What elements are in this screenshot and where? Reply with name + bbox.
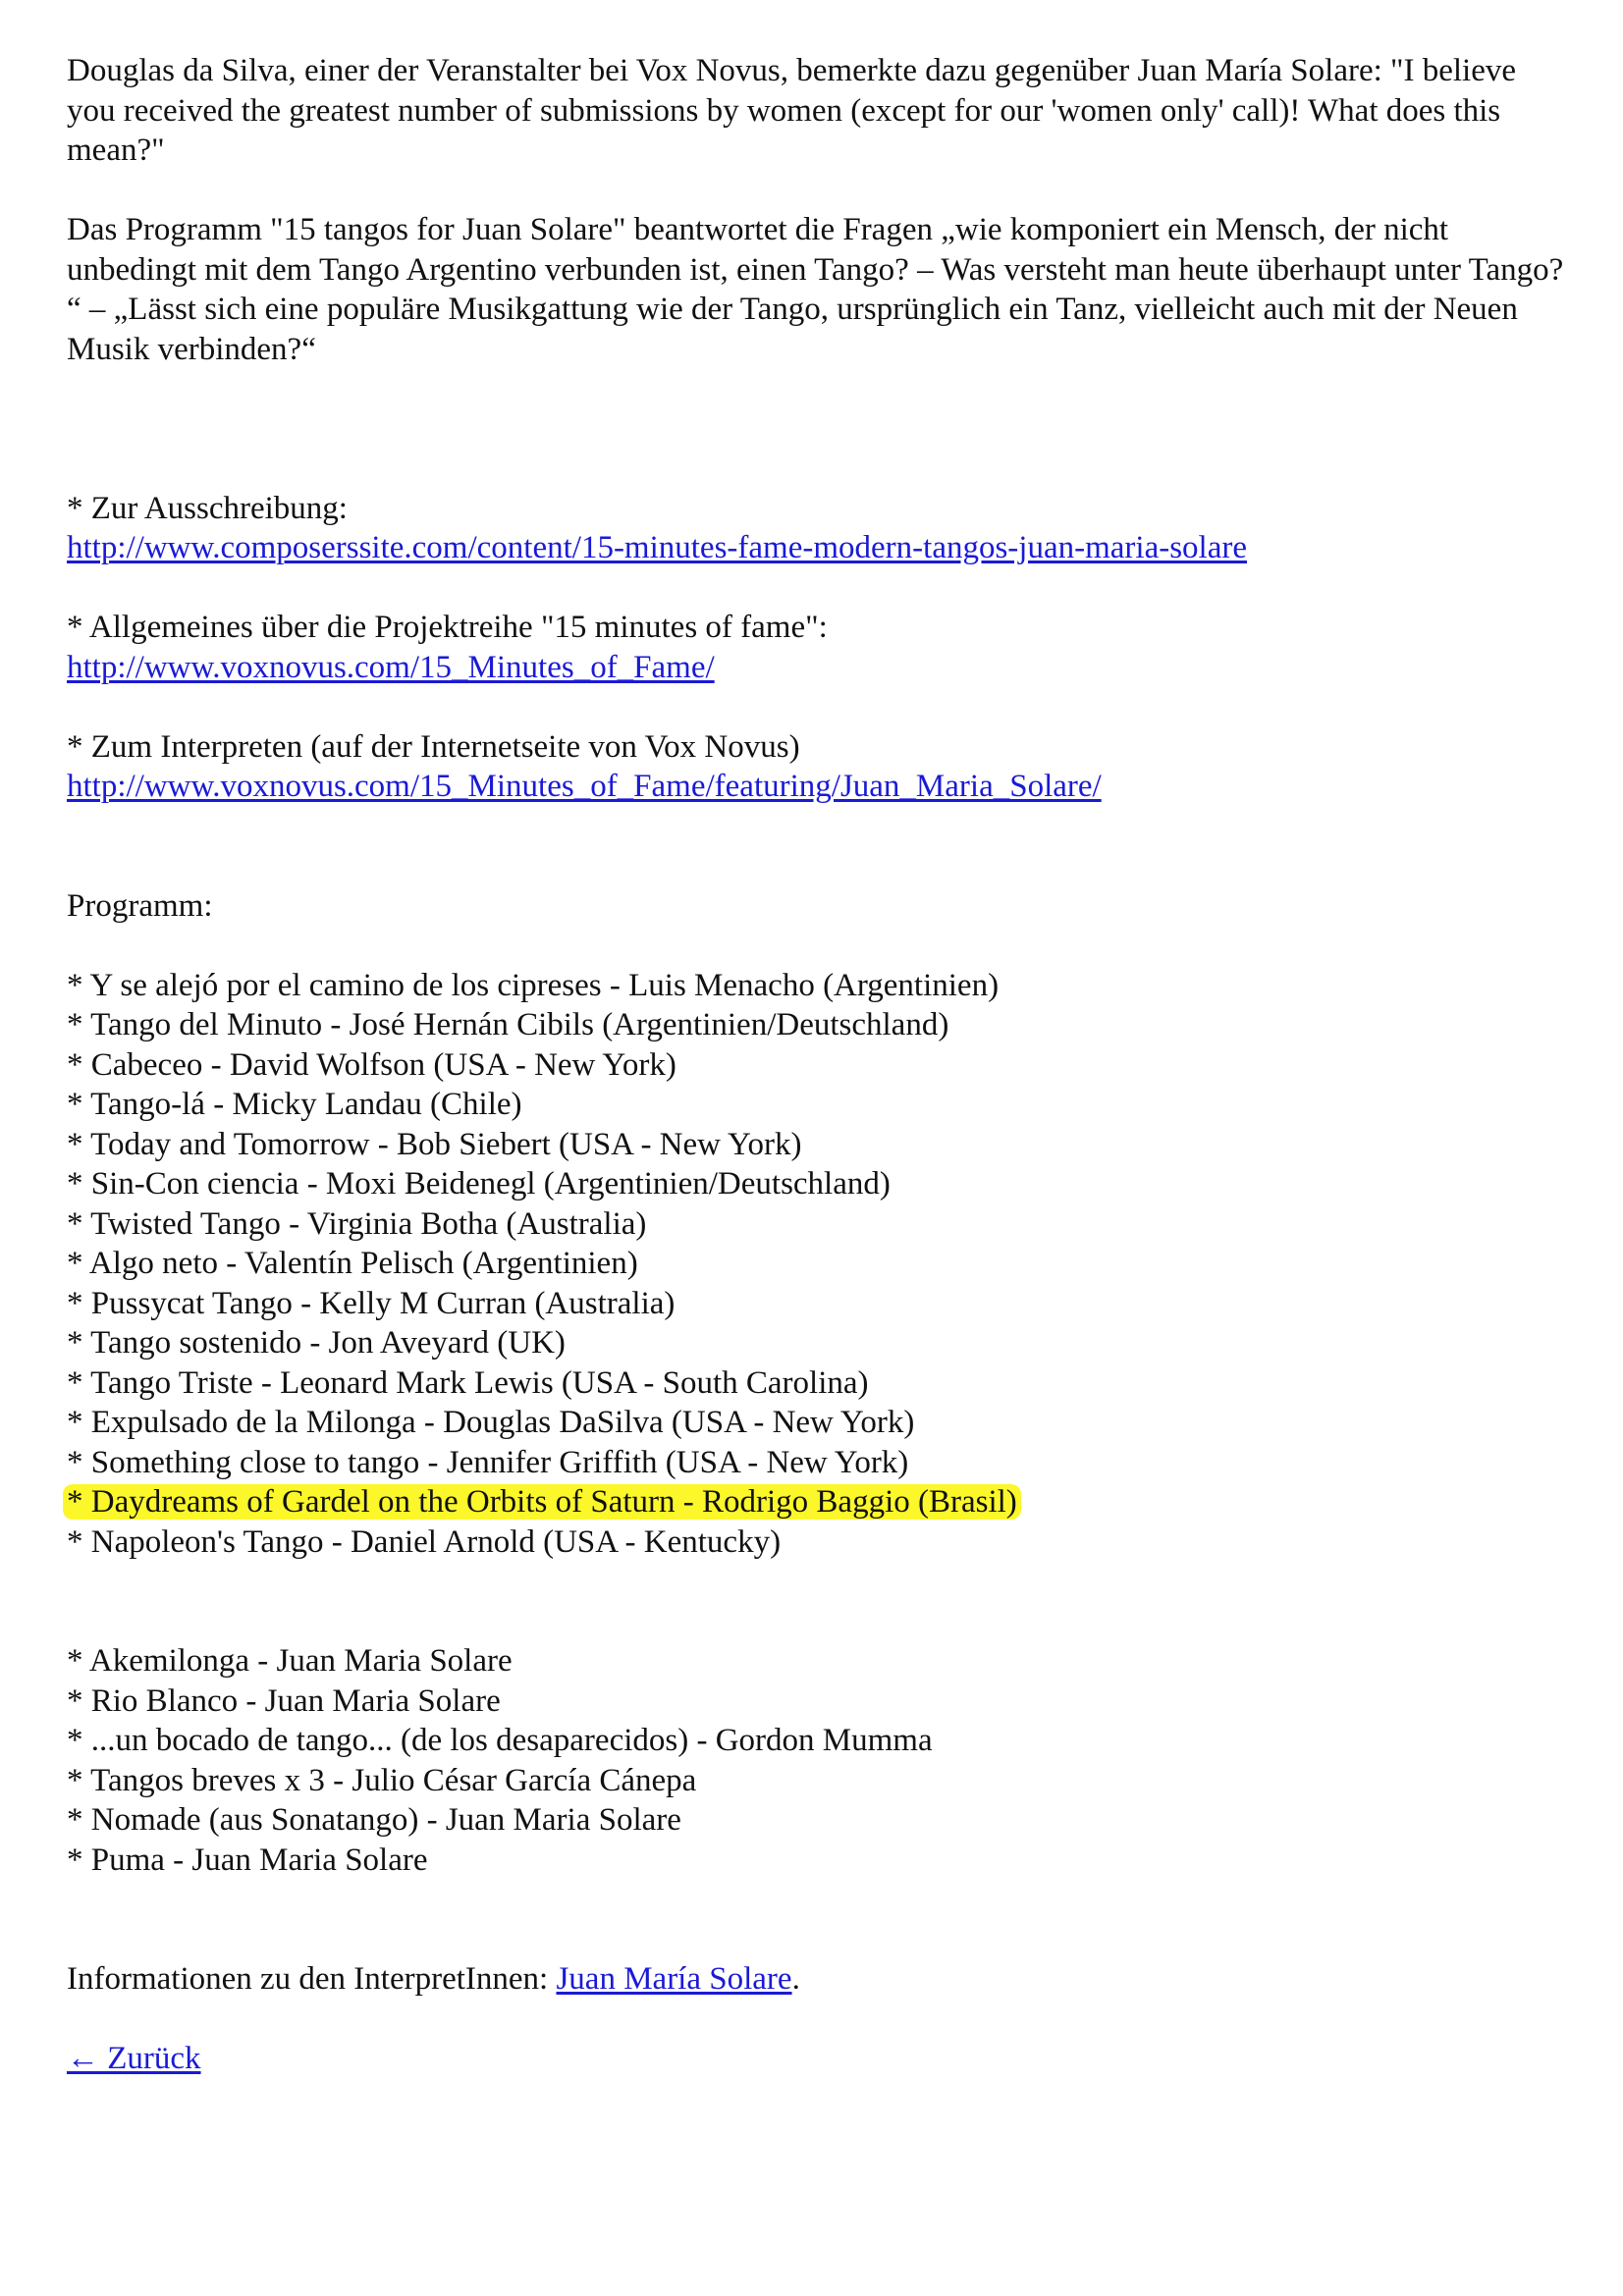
link-ausschreibung[interactable]: http://www.composerssite.com/content/15-minutes-fame-modern-tangos-juan-maria-solare (67, 530, 1248, 565)
interpret-link[interactable]: Juan María Solare (556, 1961, 792, 1997)
link-projektreihe[interactable]: http://www.voxnovus.com/15_Minutes_of_Fame/ (67, 649, 715, 685)
program-item: * Tango del Minuto - José Hernán Cibils (Argentinien/Deutschland) (67, 1007, 949, 1042)
program-item: * Rio Blanco - Juan Maria Solare (67, 1682, 501, 1719)
highlighted-text: * Daydreams of Gardel on the Orbits of Saturn - Rodrigo Baggio (Brasil) (63, 1484, 1021, 1520)
program-item: * Napoleon's Tango - Daniel Arnold (USA - Kentucky) (67, 1523, 782, 1560)
document-page (67, 51, 1569, 2079)
program-item: * Cabeceo - David Wolfson (USA - New York) (67, 1046, 676, 1083)
info-suffix: . (791, 1961, 800, 1997)
back-link[interactable]: ← Zurück (67, 2041, 201, 2076)
program-item: * Algo neto - Valentín Pelisch (Argentinien) (67, 1246, 638, 1281)
program-item: * Y se alejó por el camino de los cipreses - Luis Menacho (Argentinien) (67, 967, 1000, 1003)
program-item: * Tango sostenido - Jon Aveyard (UK) (67, 1325, 566, 1361)
program-item: * Twisted Tango - Virginia Botha (Australia) (67, 1205, 647, 1242)
program-item: * Nomade (aus Sonatango) - Juan Maria Solare (67, 1802, 681, 1838)
link-label-ausschreibung: * Zur Ausschreibung: (67, 490, 348, 526)
program-item: * Tango Triste - Leonard Mark Lewis (USA - South Carolina) (67, 1364, 869, 1401)
program-list-2 (67, 1641, 1569, 1880)
program-item: * Sin-Con ciencia - Moxi Beidenegl (Argentinien/Deutschland) (67, 1166, 891, 1201)
info-line (67, 1959, 1569, 2000)
link-label-projektreihe: * Allgemeines über die Projektreihe "15 minutes of fame": (67, 610, 828, 645)
program-list-1 (67, 966, 1569, 1563)
program-item: * ...un bocado de tango... (de los desaparecidos) - Gordon Mumma (67, 1723, 933, 1758)
program-heading: Programm: (67, 887, 213, 924)
program-item: * Pussycat Tango - Kelly M Curran (Australia) (67, 1285, 676, 1321)
program-item: * Tango-lá - Micky Landau (Chile) (67, 1087, 522, 1122)
link-interpret[interactable]: http://www.voxnovus.com/15_Minutes_of_Fame/featuring/Juan_Maria_Solare/ (67, 769, 1102, 804)
program-item: * Puma - Juan Maria Solare (67, 1842, 428, 1878)
program-item: * Something close to tango - Jennifer Griffith (USA - New York) (67, 1444, 909, 1480)
intro-paragraph-1: Douglas da Silva, einer der Veranstalter bei Vox Novus, bemerkte dazu gegenüber Juan María Solare: "I believe you received the greatest number of submissions by women (except for our 'women only' call)! What does this mean?" (67, 53, 1517, 168)
program-item: * Expulsado de la Milonga - Douglas DaSilva (USA - New York) (67, 1405, 915, 1440)
program-item: * Tangos breves x 3 - Julio César García Cánepa (67, 1762, 697, 1798)
intro-paragraph-2: Das Programm "15 tangos for Juan Solare" beantwortet die Fragen „wie komponiert ein Mensch, der nicht unbedingt mit dem Tango Argentino verbunden ist, einen Tango? – Was versteht man heute überhaupt unter Tango? “ – „Lässt sich eine populäre Musikgattung wie der Tango, ursprünglich ein Tanz, vielleicht auch mit der Neuen Musik verbinden?“ (67, 212, 1564, 367)
info-prefix: Informationen zu den InterpretInnen: (67, 1961, 557, 1997)
program-item: * Akemilonga - Juan Maria Solare (67, 1643, 513, 1679)
program-item: * Today and Tomorrow - Bob Siebert (USA - New York) (67, 1126, 802, 1162)
program-item-highlighted (67, 1482, 1569, 1522)
link-label-interpret: * Zum Interpreten (auf der Internetseite von Vox Novus) (67, 728, 800, 765)
